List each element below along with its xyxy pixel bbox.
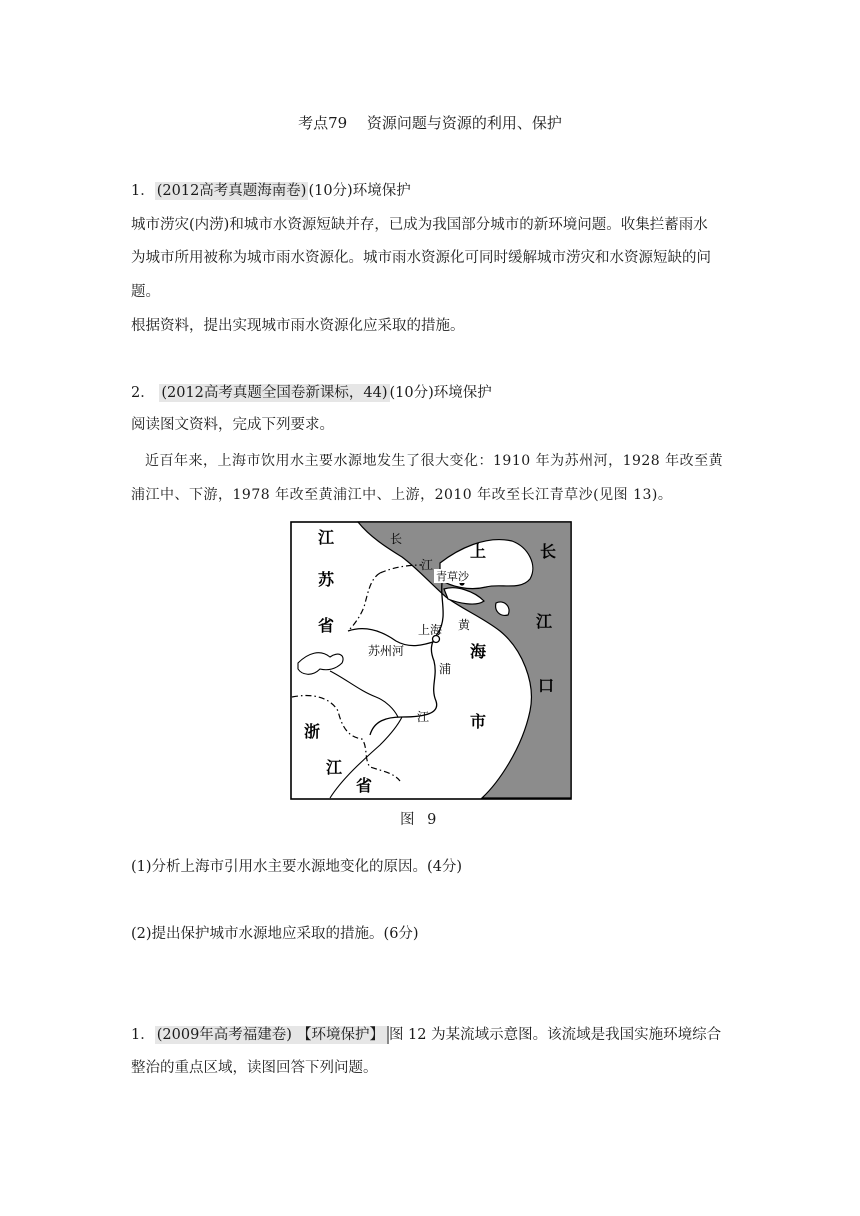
question-3-header bbox=[131, 1025, 721, 1045]
material-line: 近百年来，上海市饮用水主要水源地发生了很大变化：1910 年为苏州河，1928 年改至黄 bbox=[145, 453, 724, 469]
material-line: 浦江中、下游，1978 年改至黄浦江中、上游，2010 年改至长江青草沙(见图 13)。 bbox=[131, 487, 673, 503]
question-1-line: 根据资料，提出实现城市雨水资源化应采取的措施。 bbox=[131, 318, 465, 334]
question-2-intro: 阅读图文资料，完成下列要求。 bbox=[131, 417, 334, 433]
question-number: 1． bbox=[131, 183, 155, 199]
label-changjiang-1: 长 bbox=[390, 532, 403, 546]
page-title: 考点79 资源问题与资源的利用、保护 bbox=[298, 114, 562, 132]
label-huangpu-2: 浦 bbox=[439, 662, 452, 676]
question-1-line: 为城市所用被称为城市雨水资源化。城市雨水资源化可同时缓解城市涝灾和水资源短缺的问 bbox=[131, 250, 711, 266]
figure-caption: 图 9 bbox=[400, 812, 441, 828]
label-huangpu-3: 江 bbox=[417, 710, 430, 724]
label-shanghai-1: 上 bbox=[470, 542, 487, 561]
label-shanghai-2: 海 bbox=[470, 642, 487, 661]
shanghai-map-figure bbox=[290, 521, 572, 800]
label-shanghai-3: 市 bbox=[470, 712, 487, 731]
sub-question-2: (2)提出保护城市水源地应采取的措施。(6分) bbox=[131, 926, 419, 942]
question-text: 图 12 为某流域示意图。该流域是我国实施环境综合 bbox=[388, 1027, 722, 1043]
question-score: (10分)环境保护 bbox=[308, 183, 411, 199]
label-qingcaosha: 青草沙 bbox=[436, 570, 469, 583]
label-jiangsu-2: 苏 bbox=[318, 570, 335, 589]
question-1-line: 城市涝灾(内涝)和城市水资源短缺并存，已成为我国部分城市的新环境问题。收集拦蓄雨水 bbox=[131, 217, 708, 233]
question-source-tag: (2009年高考福建卷) bbox=[156, 1027, 292, 1043]
question-number: 2． bbox=[131, 385, 155, 401]
label-changjiangkou-1: 长 bbox=[540, 542, 557, 561]
question-1-line: 题。 bbox=[131, 284, 160, 300]
label-changjiang-2: 江 bbox=[421, 558, 434, 572]
question-1-header bbox=[131, 181, 411, 201]
label-jiangsu-3: 省 bbox=[318, 616, 335, 635]
label-shanghai-city: 上海 bbox=[418, 623, 443, 637]
label-changjiangkou-2: 江 bbox=[536, 612, 553, 631]
label-changjiangkou-3: 口 bbox=[538, 676, 555, 695]
question-3-line: 整治的重点区域，读图回答下列问题。 bbox=[131, 1060, 378, 1076]
label-zhejiang-3: 省 bbox=[356, 776, 373, 795]
question-2-header bbox=[131, 383, 492, 403]
question-topic-tag: 【环境保护】 bbox=[294, 1026, 389, 1044]
question-score: (10分)环境保护 bbox=[389, 385, 492, 401]
question-source-tag: (2012高考真题全国卷新课标，44) bbox=[161, 385, 388, 401]
label-zhejiang-1: 浙 bbox=[304, 722, 321, 741]
label-suzhouhe: 苏州河 bbox=[368, 644, 405, 658]
label-jiangsu-1: 江 bbox=[318, 528, 335, 547]
sub-question-1: (1)分析上海市引用水主要水源地变化的原因。(4分) bbox=[131, 859, 463, 875]
label-zhejiang-2: 江 bbox=[326, 758, 343, 777]
label-huangpu-1: 黄 bbox=[458, 618, 471, 632]
question-number: 1． bbox=[131, 1027, 155, 1043]
question-source-tag: (2012高考真题海南卷) bbox=[156, 183, 307, 199]
